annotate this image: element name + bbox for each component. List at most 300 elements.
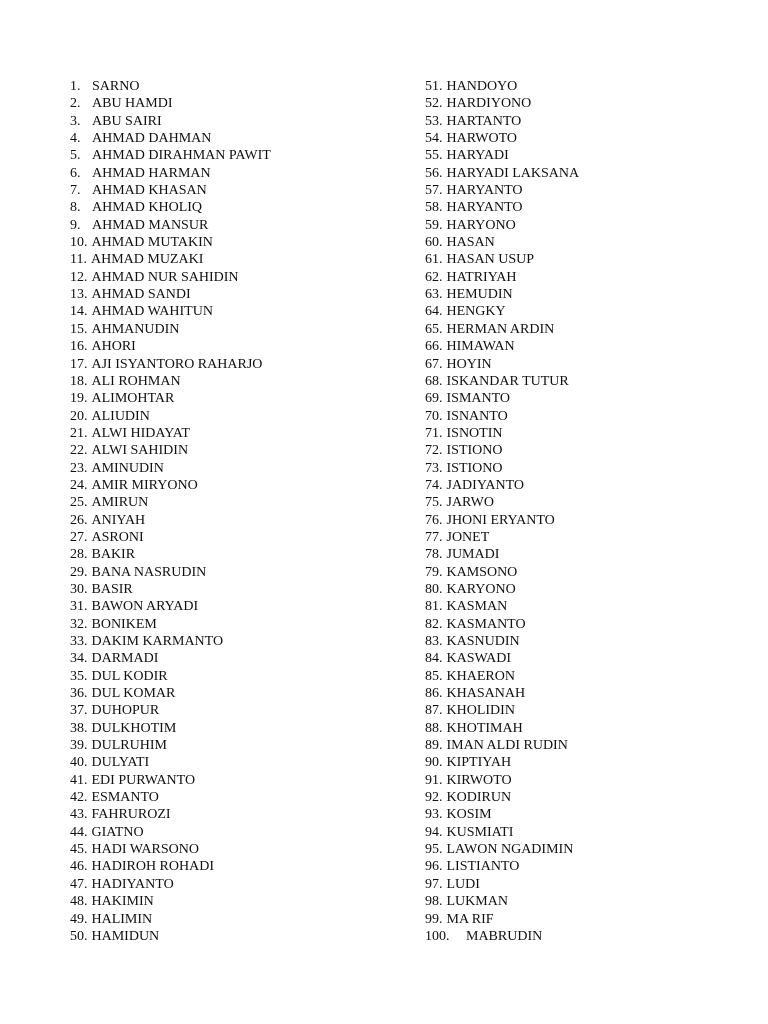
list-item xyxy=(70,911,400,928)
item-name: KOSIM xyxy=(446,807,492,823)
item-name: ANIYAH xyxy=(91,512,146,528)
item-name: HAMIDUN xyxy=(91,928,160,944)
item-name: KHAERON xyxy=(446,668,515,684)
item-number: 63. xyxy=(425,287,443,303)
item-number: 34. xyxy=(70,651,88,667)
item-number: 43. xyxy=(70,807,88,823)
item-name: KASMANTO xyxy=(446,616,526,632)
item-name: DUL KOMAR xyxy=(91,686,176,702)
item-name: AMINUDIN xyxy=(91,460,164,476)
item-number: 17. xyxy=(70,356,88,372)
item-number: 46. xyxy=(70,859,88,875)
list-item xyxy=(425,199,745,216)
list-item xyxy=(70,269,400,286)
item-number: 55. xyxy=(425,148,443,164)
list-item xyxy=(425,425,745,442)
item-name: SARNO xyxy=(92,79,140,94)
item-number: 57. xyxy=(425,183,443,199)
list-item xyxy=(425,529,745,546)
item-name: HASAN xyxy=(446,235,495,251)
list-item xyxy=(70,113,400,130)
item-name: ISNOTIN xyxy=(446,425,503,441)
item-name: HERMAN ARDIN xyxy=(446,321,555,337)
item-name: HARDIYONO xyxy=(446,96,532,112)
item-number: 76. xyxy=(425,512,443,528)
list-item xyxy=(425,338,745,355)
list-item xyxy=(70,494,400,511)
item-name: HASAN USUP xyxy=(446,252,535,268)
item-name: AHMAD DAHMAN xyxy=(92,131,212,147)
item-name: AHMANUDIN xyxy=(91,321,180,337)
item-number: 6. xyxy=(70,165,81,181)
item-name: FAHRUROZI xyxy=(91,807,171,823)
list-item xyxy=(70,858,400,875)
item-name: LAWON NGADIMIN xyxy=(446,842,574,858)
item-name: ALIUDIN xyxy=(91,408,150,424)
item-number: 73. xyxy=(425,460,443,476)
item-number: 78. xyxy=(425,547,443,563)
item-number: 37. xyxy=(70,703,88,719)
item-number: 60. xyxy=(425,235,443,251)
list-item xyxy=(70,737,400,754)
list-item xyxy=(70,460,400,477)
list-item xyxy=(425,165,745,182)
item-number: 4. xyxy=(70,131,81,147)
item-number: 68. xyxy=(425,373,443,389)
item-name: ESMANTO xyxy=(91,790,159,806)
item-number: 86. xyxy=(425,686,443,702)
item-number: 99. xyxy=(425,911,443,927)
item-number: 47. xyxy=(70,876,88,892)
list-item xyxy=(70,824,400,841)
list-item xyxy=(70,720,400,737)
item-name: AHMAD HARMAN xyxy=(92,165,211,181)
item-number: 92. xyxy=(425,790,443,806)
list-item xyxy=(70,685,400,702)
list-item xyxy=(425,702,745,719)
item-name: BAKIR xyxy=(91,547,136,563)
list-item xyxy=(425,512,745,529)
item-name: KHOLIDIN xyxy=(446,703,515,719)
item-number: 24. xyxy=(70,477,88,493)
item-number: 9. xyxy=(70,217,81,233)
item-number: 3. xyxy=(70,113,81,129)
item-number: 95. xyxy=(425,842,443,858)
item-number: 5. xyxy=(70,148,81,164)
item-name: HARYADI LAKSANA xyxy=(446,165,580,181)
item-number: 35. xyxy=(70,668,88,684)
item-name: ISTIONO xyxy=(446,460,503,476)
item-number: 13. xyxy=(70,287,88,303)
item-name: EDI PURWANTO xyxy=(91,772,196,788)
item-number: 10. xyxy=(70,235,88,251)
item-number: 48. xyxy=(70,894,88,910)
item-name: HARYADI xyxy=(446,148,509,164)
list-item xyxy=(70,633,400,650)
item-name: LISTIANTO xyxy=(446,859,520,875)
item-number: 88. xyxy=(425,720,443,736)
list-item xyxy=(70,616,400,633)
list-item xyxy=(425,772,745,789)
item-name: ALI ROHMAN xyxy=(91,373,181,389)
list-item xyxy=(70,390,400,407)
item-number: 65. xyxy=(425,321,443,337)
list-item xyxy=(70,754,400,771)
item-number: 15. xyxy=(70,321,88,337)
list-item xyxy=(70,78,400,95)
list-item xyxy=(70,598,400,615)
item-name: HEMUDIN xyxy=(446,287,513,303)
item-name: HATRIYAH xyxy=(446,269,517,285)
item-number: 50. xyxy=(70,928,88,944)
list-item xyxy=(70,303,400,320)
item-number: 79. xyxy=(425,564,443,580)
list-item xyxy=(70,702,400,719)
item-number: 100. xyxy=(425,928,450,944)
item-name: HAKIMIN xyxy=(91,894,154,910)
item-name: KASMAN xyxy=(446,599,508,615)
list-item xyxy=(425,147,745,164)
item-name: ALWI HIDAYAT xyxy=(91,425,190,441)
item-name: HIMAWAN xyxy=(446,339,515,355)
list-item xyxy=(425,685,745,702)
item-number: 72. xyxy=(425,443,443,459)
names-list-left-column xyxy=(70,78,400,945)
list-item xyxy=(425,130,745,147)
item-number: 31. xyxy=(70,599,88,615)
list-item xyxy=(70,876,400,893)
list-item xyxy=(425,754,745,771)
item-name: HOYIN xyxy=(446,356,492,372)
list-item xyxy=(425,373,745,390)
list-item xyxy=(70,772,400,789)
item-number: 70. xyxy=(425,408,443,424)
list-item xyxy=(425,477,745,494)
item-name: DULYATI xyxy=(91,755,150,771)
list-item xyxy=(425,789,745,806)
item-number: 56. xyxy=(425,165,443,181)
item-name: ASRONI xyxy=(91,529,144,545)
item-number: 8. xyxy=(70,200,81,216)
list-item xyxy=(70,564,400,581)
item-number: 33. xyxy=(70,634,88,649)
item-name: HARYONO xyxy=(446,217,516,233)
item-number: 11. xyxy=(70,252,87,268)
item-number: 96. xyxy=(425,859,443,875)
item-number: 1. xyxy=(70,79,81,94)
item-number: 82. xyxy=(425,616,443,632)
item-number: 45. xyxy=(70,842,88,858)
item-name: HARYANTO xyxy=(446,183,523,199)
item-number: 83. xyxy=(425,634,443,649)
item-name: HARYANTO xyxy=(446,200,523,216)
list-item xyxy=(70,321,400,338)
list-item xyxy=(425,460,745,477)
list-item xyxy=(425,633,745,650)
list-item xyxy=(425,113,745,130)
list-item xyxy=(425,217,745,234)
list-item xyxy=(70,130,400,147)
item-name: AHMAD WAHITUN xyxy=(91,304,213,320)
item-number: 41. xyxy=(70,772,88,788)
item-name: AHMAD MUTAKIN xyxy=(91,235,213,251)
item-number: 87. xyxy=(425,703,443,719)
list-item xyxy=(425,876,745,893)
item-number: 16. xyxy=(70,339,88,355)
item-number: 14. xyxy=(70,304,88,320)
item-name: DAKIM KARMANTO xyxy=(91,634,224,649)
item-number: 84. xyxy=(425,651,443,667)
item-number: 89. xyxy=(425,738,443,754)
item-number: 77. xyxy=(425,529,443,545)
item-number: 36. xyxy=(70,686,88,702)
item-name: JADIYANTO xyxy=(446,477,525,493)
item-name: AMIRUN xyxy=(91,495,149,511)
item-number: 80. xyxy=(425,581,443,597)
item-name: JARWO xyxy=(446,495,494,511)
item-number: 42. xyxy=(70,790,88,806)
item-number: 67. xyxy=(425,356,443,372)
item-number: 21. xyxy=(70,425,88,441)
item-name: HANDOYO xyxy=(446,79,518,94)
item-name: DUHOPUR xyxy=(91,703,160,719)
item-name: HENGKY xyxy=(446,304,506,320)
list-item xyxy=(70,425,400,442)
item-number: 98. xyxy=(425,894,443,910)
list-item xyxy=(425,442,745,459)
list-item xyxy=(425,303,745,320)
item-name: KASWADI xyxy=(446,651,512,667)
item-name: AHMAD MANSUR xyxy=(92,217,209,233)
item-number: 12. xyxy=(70,269,88,285)
list-item xyxy=(70,95,400,112)
item-name: DUL KODIR xyxy=(91,668,168,684)
item-name: JUMADI xyxy=(446,547,500,563)
item-number: 28. xyxy=(70,547,88,563)
item-number: 69. xyxy=(425,391,443,407)
list-item xyxy=(425,806,745,823)
item-name: JONET xyxy=(446,529,490,545)
item-number: 90. xyxy=(425,755,443,771)
item-name: AHORI xyxy=(91,339,136,355)
list-item xyxy=(70,373,400,390)
item-number: 23. xyxy=(70,460,88,476)
item-name: JHONI ERYANTO xyxy=(446,512,555,528)
list-item xyxy=(425,720,745,737)
item-number: 38. xyxy=(70,720,88,736)
item-number: 58. xyxy=(425,200,443,216)
item-name: LUDI xyxy=(446,876,480,892)
item-name: GIATNO xyxy=(91,824,144,840)
item-name: KHOTIMAH xyxy=(446,720,523,736)
list-item xyxy=(70,581,400,598)
item-number: 18. xyxy=(70,373,88,389)
item-number: 44. xyxy=(70,824,88,840)
list-item xyxy=(425,581,745,598)
item-name: MABRUDIN xyxy=(466,928,543,944)
list-item xyxy=(70,182,400,199)
names-list-right-column xyxy=(425,78,745,945)
item-name: HARTANTO xyxy=(446,113,522,129)
list-item xyxy=(70,512,400,529)
list-item xyxy=(70,529,400,546)
list-item xyxy=(425,390,745,407)
item-number: 26. xyxy=(70,512,88,528)
list-item xyxy=(425,234,745,251)
item-name: MA RIF xyxy=(446,911,494,927)
list-item xyxy=(425,356,745,373)
list-item xyxy=(425,564,745,581)
item-name: BANA NASRUDIN xyxy=(91,564,207,580)
item-number: 32. xyxy=(70,616,88,632)
item-name: KUSMIATI xyxy=(446,824,514,840)
list-item xyxy=(70,165,400,182)
item-name: AHMAD SANDI xyxy=(91,287,191,303)
item-name: KAMSONO xyxy=(446,564,518,580)
item-number: 59. xyxy=(425,217,443,233)
item-name: ABU SAIRI xyxy=(92,113,162,129)
list-item xyxy=(70,147,400,164)
item-name: AHMAD KHOLIQ xyxy=(92,200,203,216)
list-item xyxy=(70,928,400,945)
item-name: KIPTIYAH xyxy=(446,755,512,771)
item-name: ISTIONO xyxy=(446,443,503,459)
item-name: AHMAD KHASAN xyxy=(92,183,207,199)
item-name: AHMAD MUZAKI xyxy=(90,252,204,268)
list-item xyxy=(70,841,400,858)
item-number: 91. xyxy=(425,772,443,788)
item-number: 20. xyxy=(70,408,88,424)
list-item xyxy=(425,286,745,303)
item-name: LUKMAN xyxy=(446,894,508,910)
list-item xyxy=(70,356,400,373)
item-number: 64. xyxy=(425,304,443,320)
item-name: AMIR MIRYONO xyxy=(91,477,198,493)
item-name: ALWI SAHIDIN xyxy=(91,443,189,459)
item-number: 85. xyxy=(425,668,443,684)
item-name: ISKANDAR TUTUR xyxy=(446,373,569,389)
item-name: ALIMOHTAR xyxy=(91,391,175,407)
item-number: 54. xyxy=(425,131,443,147)
item-number: 51. xyxy=(425,79,443,94)
item-name: KIRWOTO xyxy=(446,772,512,788)
item-name: KASNUDIN xyxy=(446,634,520,649)
list-item xyxy=(425,182,745,199)
item-number: 22. xyxy=(70,443,88,459)
item-name: DULKHOTIM xyxy=(91,720,177,736)
list-item xyxy=(70,234,400,251)
list-item xyxy=(70,546,400,563)
item-number: 7. xyxy=(70,183,81,199)
item-number: 93. xyxy=(425,807,443,823)
list-item xyxy=(425,928,745,945)
item-name: BONIKEM xyxy=(91,616,157,632)
list-item xyxy=(70,217,400,234)
list-item xyxy=(70,251,400,268)
list-item xyxy=(70,442,400,459)
item-number: 74. xyxy=(425,477,443,493)
item-number: 52. xyxy=(425,96,443,112)
item-number: 71. xyxy=(425,425,443,441)
list-item xyxy=(425,408,745,425)
list-item xyxy=(425,616,745,633)
item-number: 62. xyxy=(425,269,443,285)
item-name: HARWOTO xyxy=(446,131,518,147)
list-item xyxy=(425,858,745,875)
item-number: 39. xyxy=(70,738,88,754)
item-number: 29. xyxy=(70,564,88,580)
item-name: DULRUHIM xyxy=(91,738,167,754)
list-item xyxy=(70,477,400,494)
item-name: BAWON ARYADI xyxy=(91,599,199,615)
list-item xyxy=(425,95,745,112)
item-name: AHMAD NUR SAHIDIN xyxy=(91,269,239,285)
list-item xyxy=(70,286,400,303)
item-number: 27. xyxy=(70,529,88,545)
list-item xyxy=(425,321,745,338)
item-name: AHMAD DIRAHMAN PAWIT xyxy=(92,148,271,164)
item-number: 81. xyxy=(425,599,443,615)
item-number: 30. xyxy=(70,581,88,597)
item-name: DARMADI xyxy=(91,651,159,667)
list-item xyxy=(425,78,745,95)
item-name: KODIRUN xyxy=(446,790,512,806)
list-item xyxy=(70,806,400,823)
item-number: 66. xyxy=(425,339,443,355)
list-item xyxy=(70,408,400,425)
item-number: 25. xyxy=(70,495,88,511)
list-item xyxy=(425,893,745,910)
item-name: HALIMIN xyxy=(91,911,153,927)
list-item xyxy=(70,338,400,355)
item-name: ISNANTO xyxy=(446,408,508,424)
list-item xyxy=(70,650,400,667)
list-item xyxy=(70,668,400,685)
item-name: BASIR xyxy=(91,581,133,597)
item-name: KHASANAH xyxy=(446,686,526,702)
item-name: KARYONO xyxy=(446,581,516,597)
item-name: ABU HAMDI xyxy=(92,96,173,112)
list-item xyxy=(425,251,745,268)
item-number: 19. xyxy=(70,391,88,407)
list-item xyxy=(425,668,745,685)
item-number: 53. xyxy=(425,113,443,129)
item-number: 40. xyxy=(70,755,88,771)
item-name: HADIROH ROHADI xyxy=(91,859,214,875)
item-number: 97. xyxy=(425,876,443,892)
item-number: 94. xyxy=(425,824,443,840)
list-item xyxy=(425,494,745,511)
item-number: 75. xyxy=(425,495,443,511)
list-item xyxy=(425,598,745,615)
item-number: 61. xyxy=(425,252,443,268)
list-item xyxy=(70,893,400,910)
item-name: HADI WARSONO xyxy=(91,842,199,858)
item-name: HADIYANTO xyxy=(91,876,174,892)
item-number: 49. xyxy=(70,911,88,927)
item-number: 2. xyxy=(70,96,81,112)
list-item xyxy=(425,911,745,928)
list-item xyxy=(70,199,400,216)
list-item xyxy=(70,789,400,806)
list-item xyxy=(425,841,745,858)
item-name: ISMANTO xyxy=(446,391,511,407)
list-item xyxy=(425,737,745,754)
item-name: AJI ISYANTORO RAHARJO xyxy=(91,356,263,372)
list-item xyxy=(425,824,745,841)
list-item xyxy=(425,269,745,286)
item-name: IMAN ALDI RUDIN xyxy=(446,738,568,754)
